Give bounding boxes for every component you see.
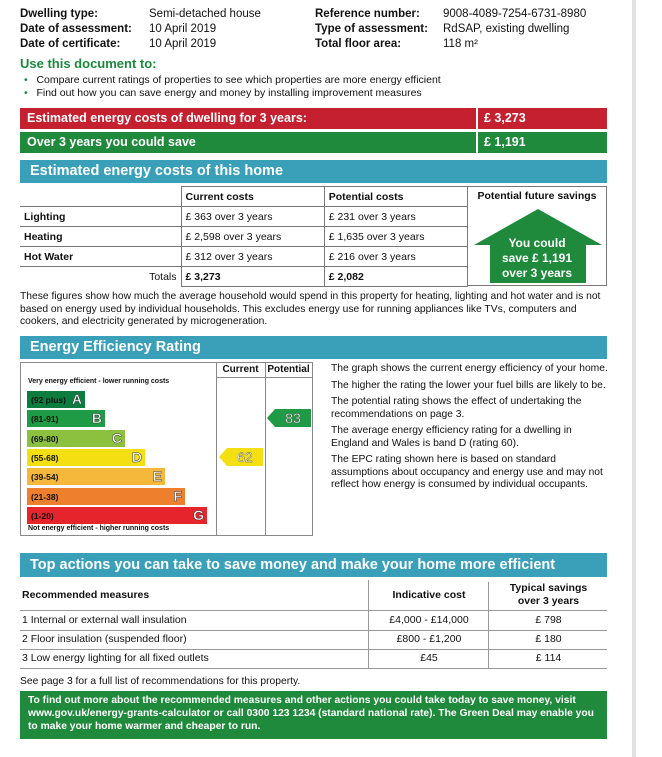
measure-cost: £4,000 - £14,000 — [368, 611, 489, 630]
reference-value: 9008-4089-7254-6731-8980 — [443, 8, 587, 20]
measure-saving: £ 180 — [488, 630, 608, 649]
measure-saving: £ 114 — [488, 649, 608, 668]
row-label: Lighting — [20, 207, 181, 227]
current-cost: £ 363 over 3 years — [181, 207, 324, 227]
current-rating-marker — [219, 448, 263, 466]
totals-potential: £ 2,082 — [324, 267, 467, 287]
actions-section-header: Top actions you can take to save money and make your home more efficient — [20, 553, 607, 577]
potential-cost: £ 231 over 3 years — [324, 207, 467, 227]
potential-cost: £ 1,635 over 3 years — [324, 227, 467, 247]
row-label: Heating — [20, 227, 181, 247]
band-letter: D — [131, 448, 142, 465]
rating-chart — [20, 362, 313, 536]
rating-band-a — [27, 391, 85, 408]
row-label: Hot Water — [20, 247, 181, 267]
measure-name: 3 Low energy lighting for all fixed outlets — [22, 652, 209, 664]
band-range: (92 plus) — [31, 395, 66, 405]
costs-table — [20, 186, 468, 287]
band-range: (81-91) — [31, 414, 59, 425]
use-document-bullets — [24, 74, 441, 100]
actions-header-row — [20, 580, 607, 611]
rating-section-header: Energy Efficiency Rating — [20, 336, 607, 359]
measure-cost: £45 — [368, 649, 489, 668]
see-page-note: See page 3 for a full list of recommendations for this property. — [20, 676, 301, 687]
costs-section-header: Estimated energy costs of this home — [20, 160, 607, 183]
certificate-date-label: Date of certificate: — [20, 38, 121, 50]
current-costs-header: Current costs — [181, 187, 324, 207]
rating-desc-paragraph: The graph shows the current energy efficiency of your home. — [331, 363, 608, 374]
band-letter: B — [91, 410, 102, 427]
current-column-header: Current — [222, 364, 259, 375]
svg-text:62: 62 — [237, 448, 253, 465]
bullet-item: • Find out how you can save energy and money by installing improvement measures — [24, 87, 422, 99]
band-letter: C — [111, 429, 122, 446]
assessment-date-label: Date of assessment: — [20, 23, 132, 35]
rating-band-g — [27, 507, 207, 524]
rating-band-f — [27, 488, 185, 505]
savings-arrow-text: You could save £ 1,191 over 3 years — [501, 236, 573, 280]
table-row — [20, 630, 607, 650]
costs-header-row — [20, 187, 468, 207]
dwelling-type-label: Dwelling type: — [20, 8, 98, 20]
current-cost: £ 2,598 over 3 years — [181, 227, 324, 247]
use-document-heading: Use this document to: — [20, 56, 157, 71]
column-divider — [216, 377, 312, 378]
certificate-date-value: 10 April 2019 — [149, 38, 217, 50]
inefficient-caption: Not energy efficient - higher running costs — [28, 525, 170, 532]
reference-label: Reference number: — [315, 8, 420, 20]
assessment-date-value: 10 April 2019 — [149, 23, 217, 35]
band-range: (21-38) — [31, 491, 59, 502]
rating-band-e — [27, 468, 165, 485]
rating-desc-paragraph: The average energy efficiency rating for a dwelling in England and Wales is band D (rating 60). — [331, 425, 572, 449]
rating-desc-paragraph: The potential rating shows the effect of undertaking the recommendations on page 3. — [331, 396, 582, 420]
band-range: (1-20) — [31, 510, 54, 521]
rating-band-d — [27, 449, 145, 466]
measures-header: Recommended measures — [22, 589, 150, 601]
estimated-costs-value: £ 3,273 — [478, 108, 607, 129]
table-row — [20, 611, 607, 631]
table-row — [20, 207, 468, 227]
table-row — [20, 227, 468, 247]
rating-description — [331, 363, 609, 492]
rating-desc-paragraph: The higher the rating the lower your fuel bills are likely to be. — [331, 379, 606, 391]
band-range: (69-80) — [31, 433, 59, 444]
efficient-caption: Very energy efficient - lower running costs — [28, 378, 170, 385]
measure-cost: £800 - £1,200 — [368, 630, 489, 649]
rating-desc-paragraph: The EPC rating shown here is based on standard assumptions about occupancy and energy use and may not reflect how energy is consumed by individual occupants. — [331, 454, 603, 490]
floor-area-label: Total floor area: — [315, 38, 402, 50]
dwelling-type-value: Semi-detached house — [149, 8, 261, 20]
bullet-item: • Compare current ratings of properties to see which properties are more energy efficient — [24, 74, 441, 86]
current-cost: £ 312 over 3 years — [181, 247, 324, 267]
assessment-type-value: RdSAP, existing dwelling — [443, 23, 570, 35]
rating-band-b — [27, 410, 105, 427]
band-range: (55-68) — [31, 452, 59, 463]
totals-row — [20, 267, 468, 287]
potential-savings-header: Potential future savings — [477, 190, 597, 202]
svg-text:83: 83 — [285, 410, 301, 427]
measure-name: 1 Internal or external wall insulation — [22, 614, 187, 626]
potential-rating-marker — [267, 409, 311, 427]
assessment-type-label: Type of assessment: — [315, 23, 428, 35]
totals-label: Totals — [149, 270, 177, 283]
floor-area-value: 118 m² — [443, 38, 478, 50]
band-range: (39-54) — [31, 472, 59, 483]
save-value: £ 1,191 — [478, 132, 607, 153]
band-letter: G — [193, 506, 204, 523]
band-letter: E — [152, 468, 162, 485]
costs-note: These figures show how much the average household would spend in this property for heating, lighting and hot water and is not based on energy used by individual households. This excludes energy use for running appliances like TVs, computers and cookers, and electricity generated by microgeneration. — [20, 291, 601, 327]
potential-column-header: Potential — [267, 364, 310, 375]
potential-costs-header: Potential costs — [324, 187, 467, 207]
measure-name: 2 Floor insulation (suspended floor) — [22, 633, 187, 645]
potential-cost: £ 216 over 3 years — [324, 247, 467, 267]
band-letter: F — [173, 487, 182, 504]
table-row — [20, 649, 607, 669]
save-bar: Over 3 years you could save — [20, 132, 476, 153]
band-letter: A — [71, 391, 82, 407]
savings-header: Typical savings over 3 years — [488, 582, 608, 610]
footer-info-box: To find out more about the recommended measures and other actions you could take today to save money, visit www.gov.uk/energy-grants-calculator or call 0300 123 1234 (standard national rate). The Green Deal may enable you to make your home warmer and cheaper to run. — [20, 691, 607, 739]
page-edge — [632, 0, 636, 757]
savings-box — [467, 186, 607, 286]
measure-saving: £ 798 — [488, 611, 608, 630]
totals-current: £ 3,273 — [181, 267, 324, 287]
rating-band-c — [27, 430, 125, 447]
table-row — [20, 247, 468, 267]
estimated-costs-bar: Estimated energy costs of dwelling for 3 years: — [20, 108, 476, 129]
cost-header: Indicative cost — [368, 580, 489, 610]
